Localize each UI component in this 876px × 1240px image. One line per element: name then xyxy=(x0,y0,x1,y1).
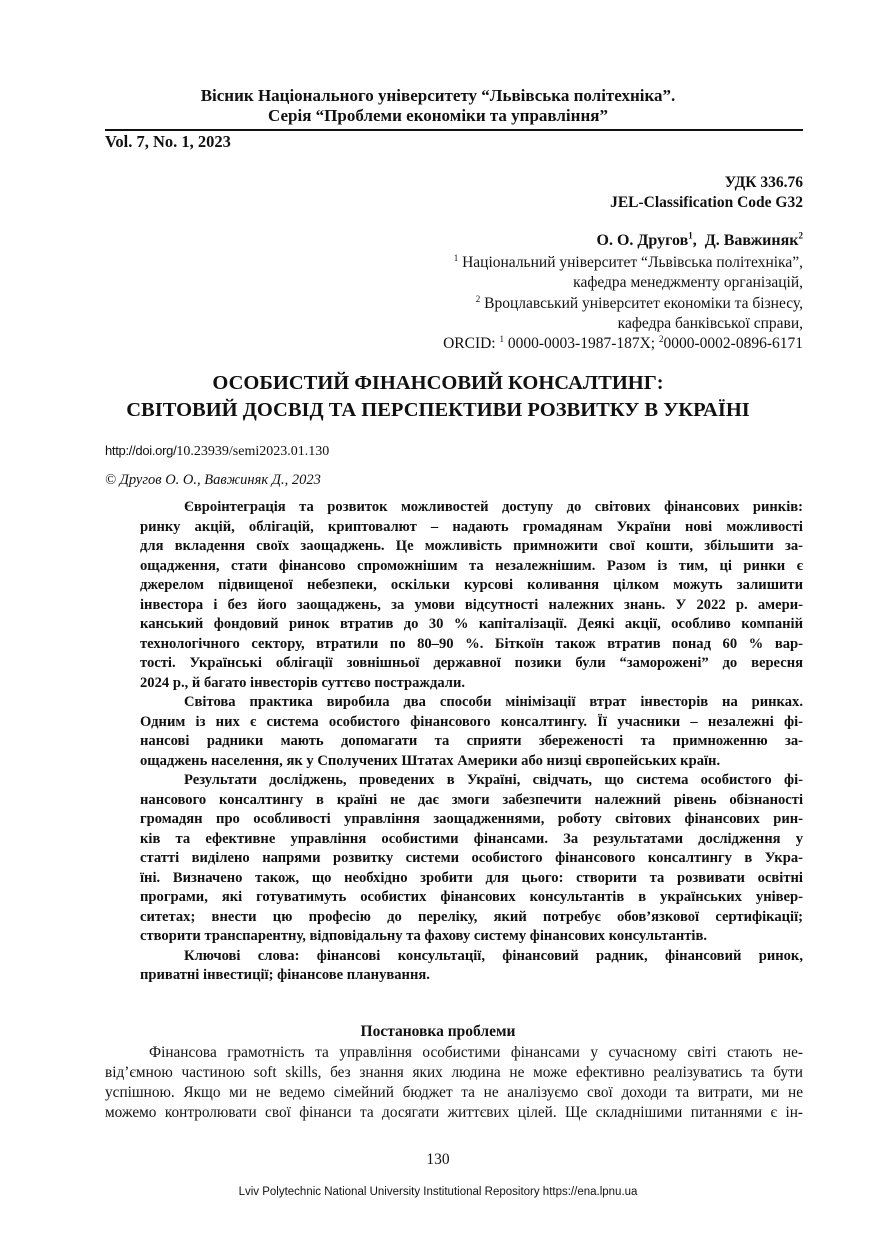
abstract-paragraph-1 xyxy=(140,498,803,693)
journal-title xyxy=(0,86,876,126)
text-line: можемо контролювати свої фінанси та досягати життєвих цілей. Ще складнішими питаннями є ін- xyxy=(105,1104,803,1121)
affiliation-line: $^1$ Національний університет “Львівська політехніка”, xyxy=(453,252,803,271)
text-line: програми, які готуватимуть особистих фінансових консультантів в українських універ- xyxy=(140,889,803,905)
abstract xyxy=(140,498,803,986)
text-line: ощадження, стати фінансово спроможнішим та незалежнішим. Разом із тим, ці ринки є xyxy=(140,557,803,574)
article-title-line2: СВІТОВИЙ ДОСВІД ТА ПЕРСПЕКТИВИ РОЗВИТКУ В УКРАЇНІ xyxy=(126,399,750,421)
text-line: приватні інвестиції; фінансове планування. xyxy=(140,967,430,983)
orcid-1[interactable]: 0000-0003-1987-187X; xyxy=(507,335,656,353)
text-line: нансові радники мають допомагати та сприяти збереженості та примноженню за- xyxy=(140,733,803,749)
text-line: джерелом підвищеної небезпеки, оскільки курсові коливання цілком можуть залишити xyxy=(140,577,803,593)
doi-link[interactable]: http://doi.org/10.23939/semi2023.01.130 xyxy=(105,443,330,459)
text-line: 2024 р., й багато інвесторів суттєво постраждали. xyxy=(140,674,465,691)
article-title xyxy=(0,370,876,424)
text-line: ощаджень населення, як у Сполучених Штатах Америки або низці європейських країн. xyxy=(140,752,721,769)
classification xyxy=(610,173,803,213)
text-line: Фінансова грамотність та управління особистими фінансами у сучасному світі стають не- xyxy=(149,1044,803,1061)
author-2: Д. Вавжиняк xyxy=(704,232,799,249)
affiliations xyxy=(443,253,803,354)
text-line: Результати досліджень, проведених в Україні, свідчать, що система особистого фі- xyxy=(184,772,803,788)
copyright: © Другов О. О., Вавжиняк Д., 2023 xyxy=(105,472,321,488)
text-line: Ключові слова: фінансові консультації, фінансовий радник, фінансовий ринок, xyxy=(184,947,803,964)
text-line: канський фондовий ринок втратив до 30 % капіталізації. Деякі акції, особливо компаній xyxy=(140,616,803,632)
page-number: 130 xyxy=(426,1151,450,1168)
journal-series: Серія “Проблеми економіки та управління” xyxy=(268,106,608,125)
text-line: інвестора і без його заощаджень, за умови відсутності належних знань. У 2022 р. амери- xyxy=(140,596,803,613)
header-rule xyxy=(105,129,803,131)
orcid-line: ORCID: $^1$ 0000-0003-1987-187X; $^2$0000-0002-0896-6171 xyxy=(443,334,803,353)
text-line: Світова практика виробила два способи мінімізації втрат інвесторів на ринках. xyxy=(184,694,803,710)
keywords xyxy=(140,947,803,986)
text-line: технологічного сектору, втратили по 80–90 %. Біткоїн також втратив понад 60 % вар- xyxy=(140,635,803,652)
text-line: ринку акцій, облігацій, криптовалют – надають громадянам України нові можливості xyxy=(140,518,803,535)
text-line: їні. Визначено також, що необхідно зробити для цього: створити та розвивати освітні xyxy=(140,869,803,886)
orcid-2[interactable]: 0000-0002-0896-6171 xyxy=(663,335,803,353)
text-line: успішною. Якщо ми не ведемо сімейний бюджет та не аналізуємо свої доходи та витрати, ми не xyxy=(105,1084,803,1101)
text-line: статті виділено напрями розвитку системи особистого фінансового консалтингу в Укра- xyxy=(140,850,803,866)
text-line: створити транспарентну, відповідальну та фахову систему фінансових консультантів. xyxy=(140,928,707,944)
text-line: тості. Українські облігації зовнішньої державної позики були “заморожені” до вересня xyxy=(140,655,803,671)
text-line: ситетах; внести цю професію до переліку, який потребує обов’язкової сертифікації; xyxy=(140,908,803,925)
affiliation-line: кафедра банківської справи, xyxy=(617,314,803,332)
text-line: для вкладення своїх заощаджень. Це можливість примножити свої кошти, збільшити за- xyxy=(140,538,803,554)
text-line: громадян про особливості управління заощадженнями, роботу світових фінансових рин- xyxy=(140,811,803,827)
article-title-line1: ОСОБИСТИЙ ФІНАНСОВИЙ КОНСАЛТИНГ: xyxy=(212,372,664,394)
affiliation-line: кафедра менеджменту організацій, xyxy=(573,274,803,292)
affiliation-line: $^2$ Вроцлавський університет економіки та бізнесу, xyxy=(475,293,803,312)
udk-code: УДК 336.76 xyxy=(724,174,803,191)
volume-info: Vol. 7, No. 1, 2023 xyxy=(105,132,231,151)
section-body xyxy=(105,1043,803,1123)
text-line: нансового консалтингу в країні не дає змоги забезпечити належний рівень обізнаності xyxy=(140,791,803,808)
journal-title-line1: Вісник Національного університету “Львівська політехніка”. xyxy=(200,86,676,105)
text-line: Одним із них є система особистого фінансового консалтингу. Її учасники – незалежні фі- xyxy=(140,713,803,730)
text-line: від’ємною частиною soft skills, без знання яких людина не може ефективно реалізуватись та бути xyxy=(105,1064,803,1081)
authors: О. О. Другов$^1$, Д. Вавжиняк$^2$ xyxy=(596,230,803,249)
author-2-sup: 2 xyxy=(798,230,803,241)
abstract-paragraph-2 xyxy=(140,693,803,771)
text-line: Євроінтеграція та розвиток можливостей доступу до світових фінансових ринків: xyxy=(184,499,803,515)
author-1-sup: 1 xyxy=(688,230,693,241)
text-line: ків та ефективне управління особистими фінансами. За результатами дослідження у xyxy=(140,830,803,847)
section-heading: Постановка проблеми xyxy=(360,1023,516,1040)
author-1: О. О. Другов xyxy=(596,232,689,249)
jel-code: JEL-Classification Code G32 xyxy=(610,194,803,211)
abstract-paragraph-3 xyxy=(140,771,803,947)
footer-repository: Lviv Polytechnic National University Institutional Repository https://ena.lpnu.ua xyxy=(238,1186,638,1198)
